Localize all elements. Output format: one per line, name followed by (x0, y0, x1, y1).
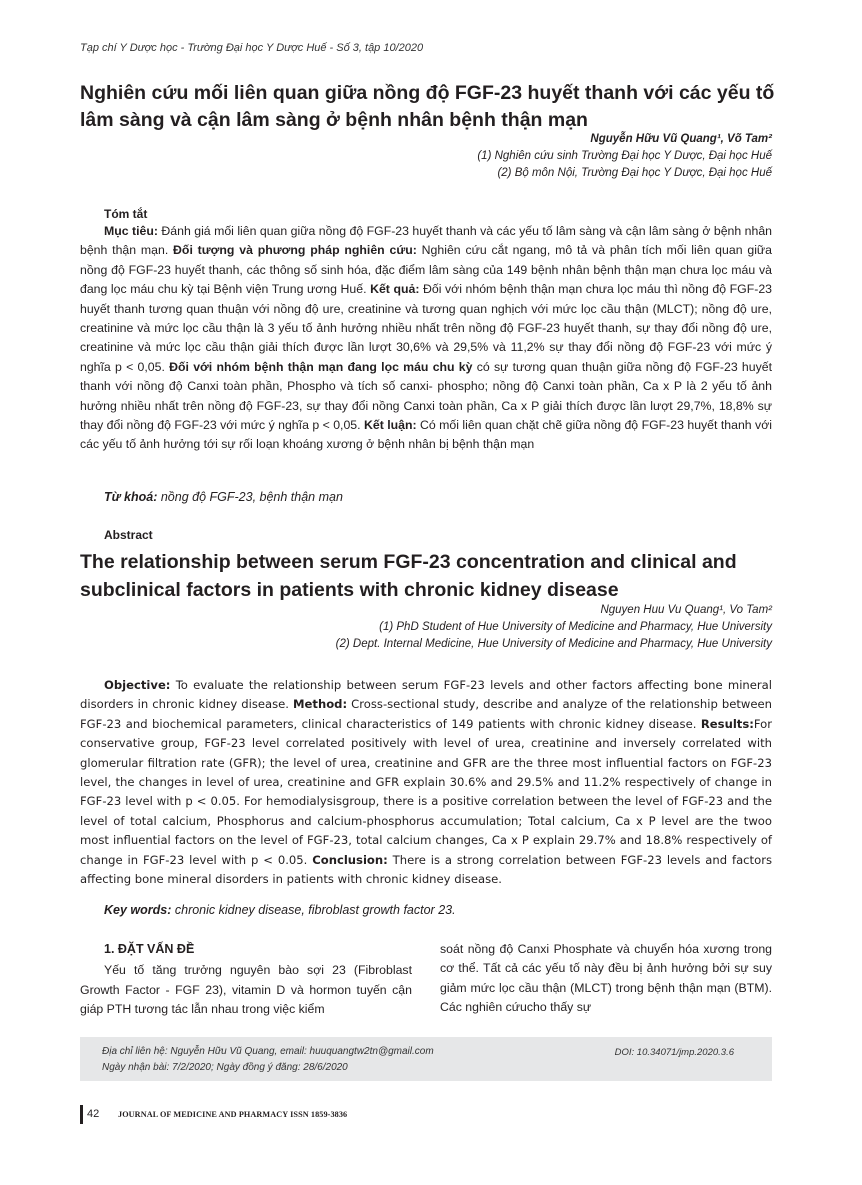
vietnamese-authors-block (477, 131, 772, 182)
english-abstract (80, 676, 772, 889)
vi-results-text-1: Đối với nhóm bệnh thận mạn chưa lọc máu thì nồng độ FGF-23 huyết thanh tương quan thuận với nồng độ ure, creatinine và tương quan nghịch với mức lọc cầu thận (MLCT); nồng độ ure, creatinine và mức lọc cầu thận là 3 yếu tố ảnh hưởng nhiều nhất trên nồng độ FGF-23 huyết thanh, sự thay đổi nồng độ ure, creatinine và mức lọc cầu thận giải thích được lần lượt 30,6% và 29,5% và 11,2% sự thay đổi nồng độ FGF-23 với mức ý nghĩa p < 0,05. (80, 282, 772, 374)
section-heading-introduction: 1. ĐẶT VẤN ĐỀ (104, 942, 195, 956)
en-objective-text: To evaluate the relationship between serum FGF-23 levels and other factors affecting bone mineral disorders in chronic kidney disease. (80, 678, 772, 712)
english-affiliation-1: (1) PhD Student of Hue University of Medicine and Pharmacy, Hue University (379, 621, 772, 633)
english-title: The relationship between serum FGF-23 concentration and clinical and subclinical factors in patients with chronic kidney disease (80, 551, 737, 601)
en-keywords-text: chronic kidney disease, fibroblast growth factor 23. (171, 903, 456, 917)
vietnamese-keywords (104, 490, 343, 504)
vi-results-label: Kết quả: (370, 282, 420, 297)
vietnamese-affiliation-1: (1) Nghiên cứu sinh Trường Đại học Y Dược, Đại học Huế (477, 150, 772, 162)
contact-line: Địa chỉ liên hệ: Nguyễn Hữu Vũ Quang, email: huuquangtw2tn@gmail.com (102, 1046, 434, 1057)
vietnamese-title: Nghiên cứu mối liên quan giữa nồng độ FGF-23 huyết thanh với các yếu tố lâm sàng và cận lâm sàng ở bệnh nhân bệnh thận mạn (80, 82, 775, 131)
en-method-label: Method: (293, 697, 348, 712)
journal-name: JOURNAL OF MEDICINE AND PHARMACY ISSN 1859-3836 (118, 1110, 348, 1119)
footer-bar (80, 1105, 83, 1124)
en-results-text: For conservative group, FGF-23 level correlated positively with level of urea, creatinine and inversely correlated with glomerular filtration rate (GFR); the level of urea, creatinine and GFR are the three most influential factors on FGF-23 level, the changes in level of urea, creatinine and GFR explain 30.6% and 29.5% and 11.2% respectively of change in FGF-23 level with p < 0.05. For hemodialysisgroup, there is a positive correlation between the level of FGF-23 and the level of total calcium, Phosphorus and calcium-phosphorus accumulation; Total calcium, Ca x P level are the twoo most influential factors on the level of FGF-23, total calcium changes, Ca x P explain 29.7% and 18.8% respectively of change in FGF-23 level with p < 0.05. (80, 716, 772, 867)
vi-objective-label: Mục tiêu: (104, 224, 158, 238)
vi-method-label: Đối tượng và phương pháp nghiên cứu: (173, 243, 417, 258)
vi-conclusion-label: Kết luận: (363, 418, 417, 433)
doi-line: DOI: 10.34071/jmp.2020.3.6 (614, 1047, 734, 1058)
page-number: 42 (87, 1108, 100, 1120)
vi-results-text-2: có sự tương quan thuận giữa nồng độ FGF-23 huyết thanh với nồng độ Canxi toàn phần, Phospho và tích số canxi- phospho; nồng độ Canxi toàn phần, Ca x P là 2 yếu tố ảnh hưởng nhiều nhất trên nồng độ FGF-23, sự thay đổi nồng Canxi toàn phần, Ca x P giải thích được lần lượt 29,7%, 18,8% sự thay đổi nồng độ FGF-23 với mức ý nghĩa p < 0,05. (80, 359, 772, 433)
correspondence-box (80, 1037, 772, 1081)
en-conclusion-label: Conclusion: (312, 852, 388, 867)
en-results-label: Results: (700, 716, 754, 731)
english-authors-block (336, 602, 772, 653)
english-affiliation-2: (2) Dept. Internal Medicine, Hue University of Medicine and Pharmacy, Hue University (335, 638, 772, 650)
body-column-left (80, 940, 412, 1020)
vi-keywords-label: Từ khoá: (104, 490, 158, 504)
vi-method-text: Nghiên cứu cắt ngang, mô tả và phân tích mối liên quan giữa nồng độ FGF-23 huyết thanh, các thông số sinh hóa, đặc điểm lâm sàng của 149 bệnh nhân bệnh thận mạn chưa lọc máu và đang lọc máu chu kỳ tại Bệnh viện Trung ương Huế. (80, 243, 772, 297)
english-authors: Nguyen Huu Vu Quang¹, Vo Tam² (600, 604, 772, 616)
vietnamese-authors: Nguyễn Hữu Vũ Quang¹, Võ Tam² (590, 133, 772, 145)
vi-keywords-text: nồng độ FGF-23, bệnh thận mạn (157, 490, 343, 504)
vi-conclusion-text: Có mối liên quan chặt chẽ giữa nồng độ FGF-23 huyết thanh với các yếu tố ảnh hưởng tới sự rối loạn khoáng xương ở bệnh nhân bị bệnh thận mạn (80, 418, 772, 452)
dates-line: Ngày nhận bài: 7/2/2020; Ngày đồng ý đăng: 28/6/2020 (102, 1062, 348, 1073)
abstract-heading: Abstract (104, 528, 153, 542)
english-keywords (104, 903, 456, 917)
vietnamese-affiliation-2: (2) Bộ môn Nội, Trường Đại học Y Dược, Đại học Huế (497, 167, 772, 179)
en-keywords-label: Key words: (104, 903, 172, 917)
en-objective-label: Objective: (104, 678, 171, 692)
vi-results-bold-2: Đối với nhóm bệnh thận mạn đang lọc máu chu kỳ (169, 359, 473, 374)
en-conclusion-text: There is a strong correlation between FGF-23 levels and factors affecting bone mineral disorders in patients with chronic kidney disease. (80, 852, 773, 887)
body-right-paragraph: soát nồng độ Canxi Phosphate và chuyển hóa xương trong cơ thể. Tất cả các yếu tố này đều bị ảnh hưởng bởi sự suy giảm mức lọc cầu thận (MLCT) trong bệnh thận mạn (BTM). Các nghiên cứucho thấy sự (440, 942, 772, 1015)
vietnamese-abstract (80, 222, 772, 455)
en-method-text: Cross-sectional study, describe and analyze of the relationship between FGF-23 and biochemical parameters, clinical characteristics of 149 patients with chronic kidney disease. (80, 697, 772, 731)
summary-heading: Tóm tắt (104, 207, 148, 221)
journal-header: Tạp chí Y Dược học - Trường Đại học Y Dược Huế - Số 3, tập 10/2020 (80, 42, 424, 54)
vi-objective-text: Đánh giá mối liên quan giữa nồng độ FGF-23 huyết thanh và các yếu tố lâm sàng và cận lâm sàng ở bệnh nhân bệnh thận mạn. (80, 224, 772, 258)
body-column-right (440, 940, 772, 1018)
body-left-paragraph: Yếu tố tăng trưởng nguyên bào sợi 23 (Fibroblast Growth Factor - FGF 23), vitamin D và hormon tuyến cận giáp PTH tương tác lẫn nhau trong việc kiểm (80, 963, 412, 1017)
